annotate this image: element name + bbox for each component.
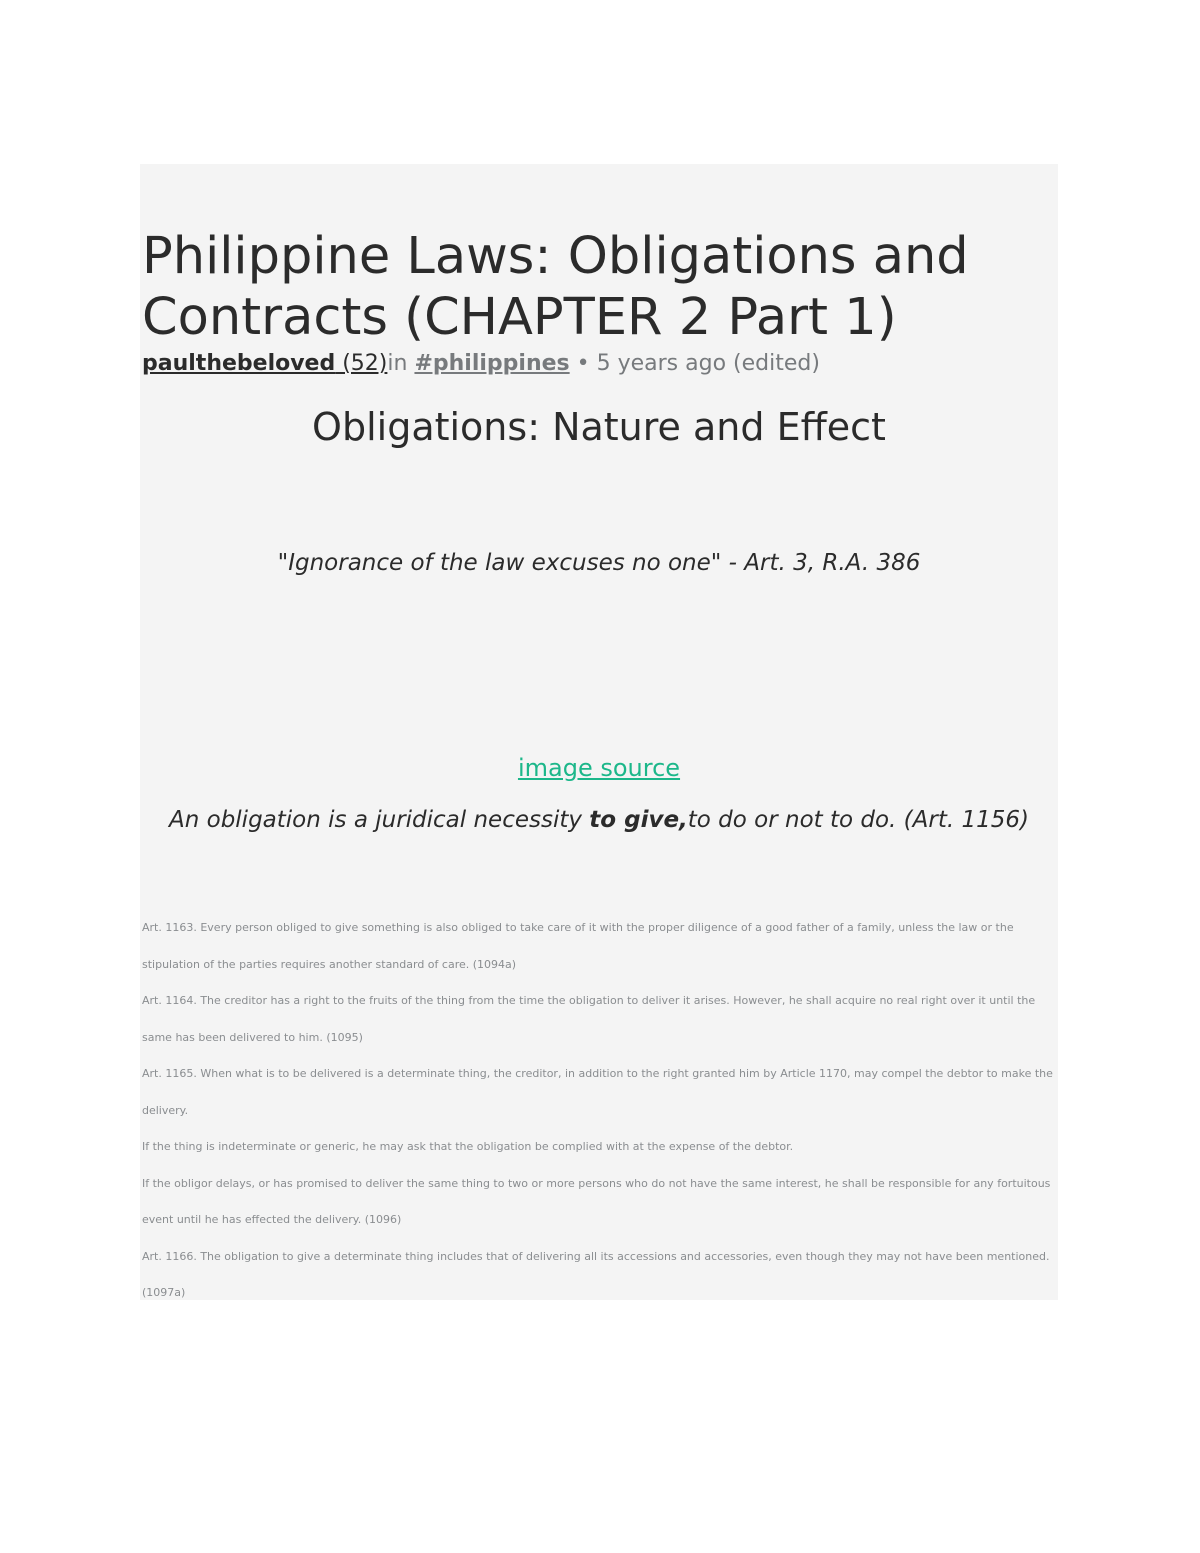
article-paragraph: If the thing is indeterminate or generic, he may ask that the obligation be complied with at the expense of the debtor. <box>142 1140 794 1153</box>
definition-text-bold: to give, <box>589 807 688 833</box>
author-reputation: (52) <box>335 351 388 376</box>
post-byline <box>142 349 1052 379</box>
article-list <box>142 910 1058 1312</box>
tag-link[interactable]: #philippines <box>414 351 570 376</box>
document-panel <box>140 164 1058 1300</box>
article-paragraph: Art. 1165. When what is to be delivered is a determinate thing, the creditor, in addition to the right granted him by Article 1170, may compel the debtor to make the delivery. <box>142 1067 1053 1117</box>
post-title: Philippine Laws: Obligations and Contracts (CHAPTER 2 Part 1) <box>142 227 969 347</box>
definition-text-end: to do or not to do. (Art. 1156) <box>687 807 1029 833</box>
obligation-definition <box>160 802 1038 838</box>
post-meta: • 5 years ago (edited) <box>569 351 820 376</box>
law-quote: "Ignorance of the law excuses no one" - Art. 3, R.A. 386 <box>277 550 921 576</box>
section-heading: Obligations: Nature and Effect <box>312 405 886 449</box>
in-label: in <box>387 351 415 376</box>
definition-text-start: An obligation is a juridical necessity <box>169 807 590 833</box>
image-source-line <box>140 752 1058 784</box>
image-source-link[interactable]: image source <box>517 754 681 782</box>
article-paragraph: Art. 1163. Every person obliged to give something is also obliged to take care of it with the proper diligence of a good father of a family, unless the law or the stipulation of the parties requires another standard of care. (1094a) <box>142 921 1014 971</box>
article-paragraph: Art. 1164. The creditor has a right to the fruits of the thing from the time the obligation to deliver it arises. However, he shall acquire no real right over it until the same has been delivered to him. (1095) <box>142 994 1036 1044</box>
article-paragraph: Art. 1166. The obligation to give a determinate thing includes that of delivering all its accessions and accessories, even though they may not have been mentioned. (1097a) <box>142 1249 1050 1299</box>
author-link[interactable]: paulthebeloved <box>142 351 336 376</box>
article-paragraph: If the obligor delays, or has promised to deliver the same thing to two or more persons who do not have the same interest, he shall be responsible for any fortuitous event until he has effected the delivery. (1096) <box>142 1176 1051 1226</box>
